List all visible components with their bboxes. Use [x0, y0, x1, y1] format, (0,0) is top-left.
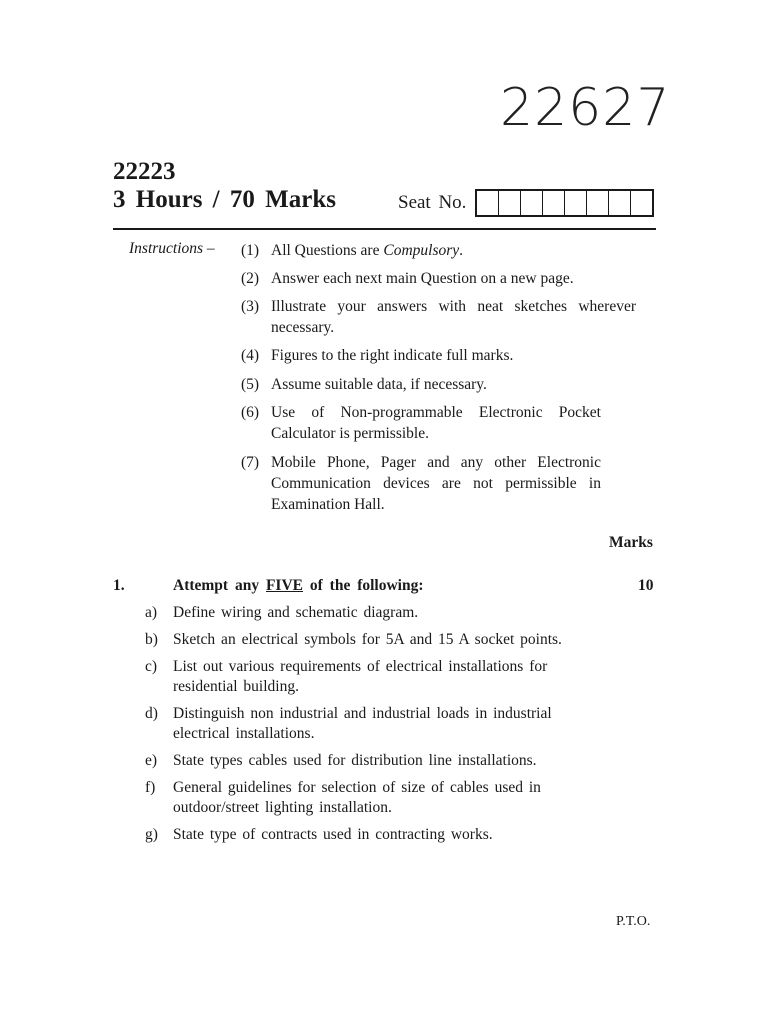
instruction-text: Use of Non-programmable Electronic Pocket Calculator is permissible. [271, 404, 601, 442]
subquestion-text: Distinguish non industrial and industrial loads in industrial electrical installations. [173, 705, 552, 742]
instruction-number: (3) [241, 298, 260, 315]
instruction-text: Answer each next main Question on a new page. [271, 270, 574, 287]
subquestion-item [145, 704, 585, 744]
subquestion-text: General guidelines for selection of size of cables used in outdoor/street lighting installation. [173, 779, 541, 816]
instruction-number: (7) [241, 454, 260, 471]
instruction-item [241, 268, 641, 289]
subquestion-label: a) [145, 604, 158, 621]
subquestion-label: g) [145, 826, 158, 843]
seat-digit-box[interactable] [609, 191, 631, 215]
instruction-item [241, 240, 641, 261]
instruction-item [241, 374, 641, 395]
seat-digit-box[interactable] [499, 191, 521, 215]
instruction-text: Mobile Phone, Pager and any other Electronic Communication devices are not permissible in Examination Hall. [271, 454, 601, 513]
question-marks: 10 [638, 577, 654, 594]
instruction-text: Figures to the right indicate full marks. [271, 347, 514, 364]
subquestion-item [145, 630, 585, 650]
question-number: 1. [113, 577, 125, 594]
subquestion-text: Sketch an electrical symbols for 5A and 15 A socket points. [173, 631, 562, 648]
instruction-number: (4) [241, 347, 260, 364]
seat-digit-box[interactable] [521, 191, 543, 215]
seat-digit-box[interactable] [565, 191, 587, 215]
seat-digit-box[interactable] [543, 191, 565, 215]
paper-code: 22627 [500, 78, 671, 138]
subquestion-text: List out various requirements of electrical installations for residential building. [173, 658, 548, 695]
instruction-number: (2) [241, 270, 260, 287]
exam-duration-marks: 3 Hours / 70 Marks [113, 186, 336, 213]
instruction-number: (6) [241, 404, 260, 421]
please-turn-over: P.T.O. [616, 914, 651, 929]
subquestion-item [145, 657, 585, 697]
subquestion-item [145, 778, 585, 818]
instruction-text: All Questions are Compulsory. [271, 242, 464, 259]
seat-digit-box[interactable] [477, 191, 499, 215]
instruction-item [241, 402, 601, 444]
subquestion-text: Define wiring and schematic diagram. [173, 604, 419, 621]
subquestion-item [145, 603, 585, 623]
instruction-item [241, 345, 641, 366]
subquestion-label: e) [145, 752, 158, 769]
seat-number-label: Seat No. [398, 192, 467, 213]
subquestion-label: c) [145, 658, 158, 675]
instructions-heading: Instructions – [129, 240, 215, 257]
seat-digit-box[interactable] [631, 191, 652, 215]
subquestion-text: State types cables used for distribution line installations. [173, 752, 537, 769]
instruction-item [241, 296, 636, 338]
subquestion-text: State type of contracts used in contracting works. [173, 826, 493, 843]
seat-digit-box[interactable] [587, 191, 609, 215]
subquestion-item [145, 751, 585, 771]
instruction-number: (1) [241, 242, 260, 259]
header-divider [113, 228, 656, 230]
subquestion-label: b) [145, 631, 158, 648]
subject-code: 22223 [113, 158, 176, 185]
subquestion-label: d) [145, 705, 158, 722]
instruction-text: Illustrate your answers with neat sketches wherever necessary. [271, 298, 636, 336]
instruction-number: (5) [241, 376, 260, 393]
subquestion-item [145, 825, 585, 845]
subquestion-label: f) [145, 779, 156, 796]
instruction-item [241, 452, 601, 515]
marks-column-heading: Marks [609, 534, 653, 551]
instruction-text: Assume suitable data, if necessary. [271, 376, 487, 393]
seat-number-boxes[interactable] [475, 189, 654, 217]
question-heading: Attempt any FIVE of the following: [173, 577, 424, 594]
